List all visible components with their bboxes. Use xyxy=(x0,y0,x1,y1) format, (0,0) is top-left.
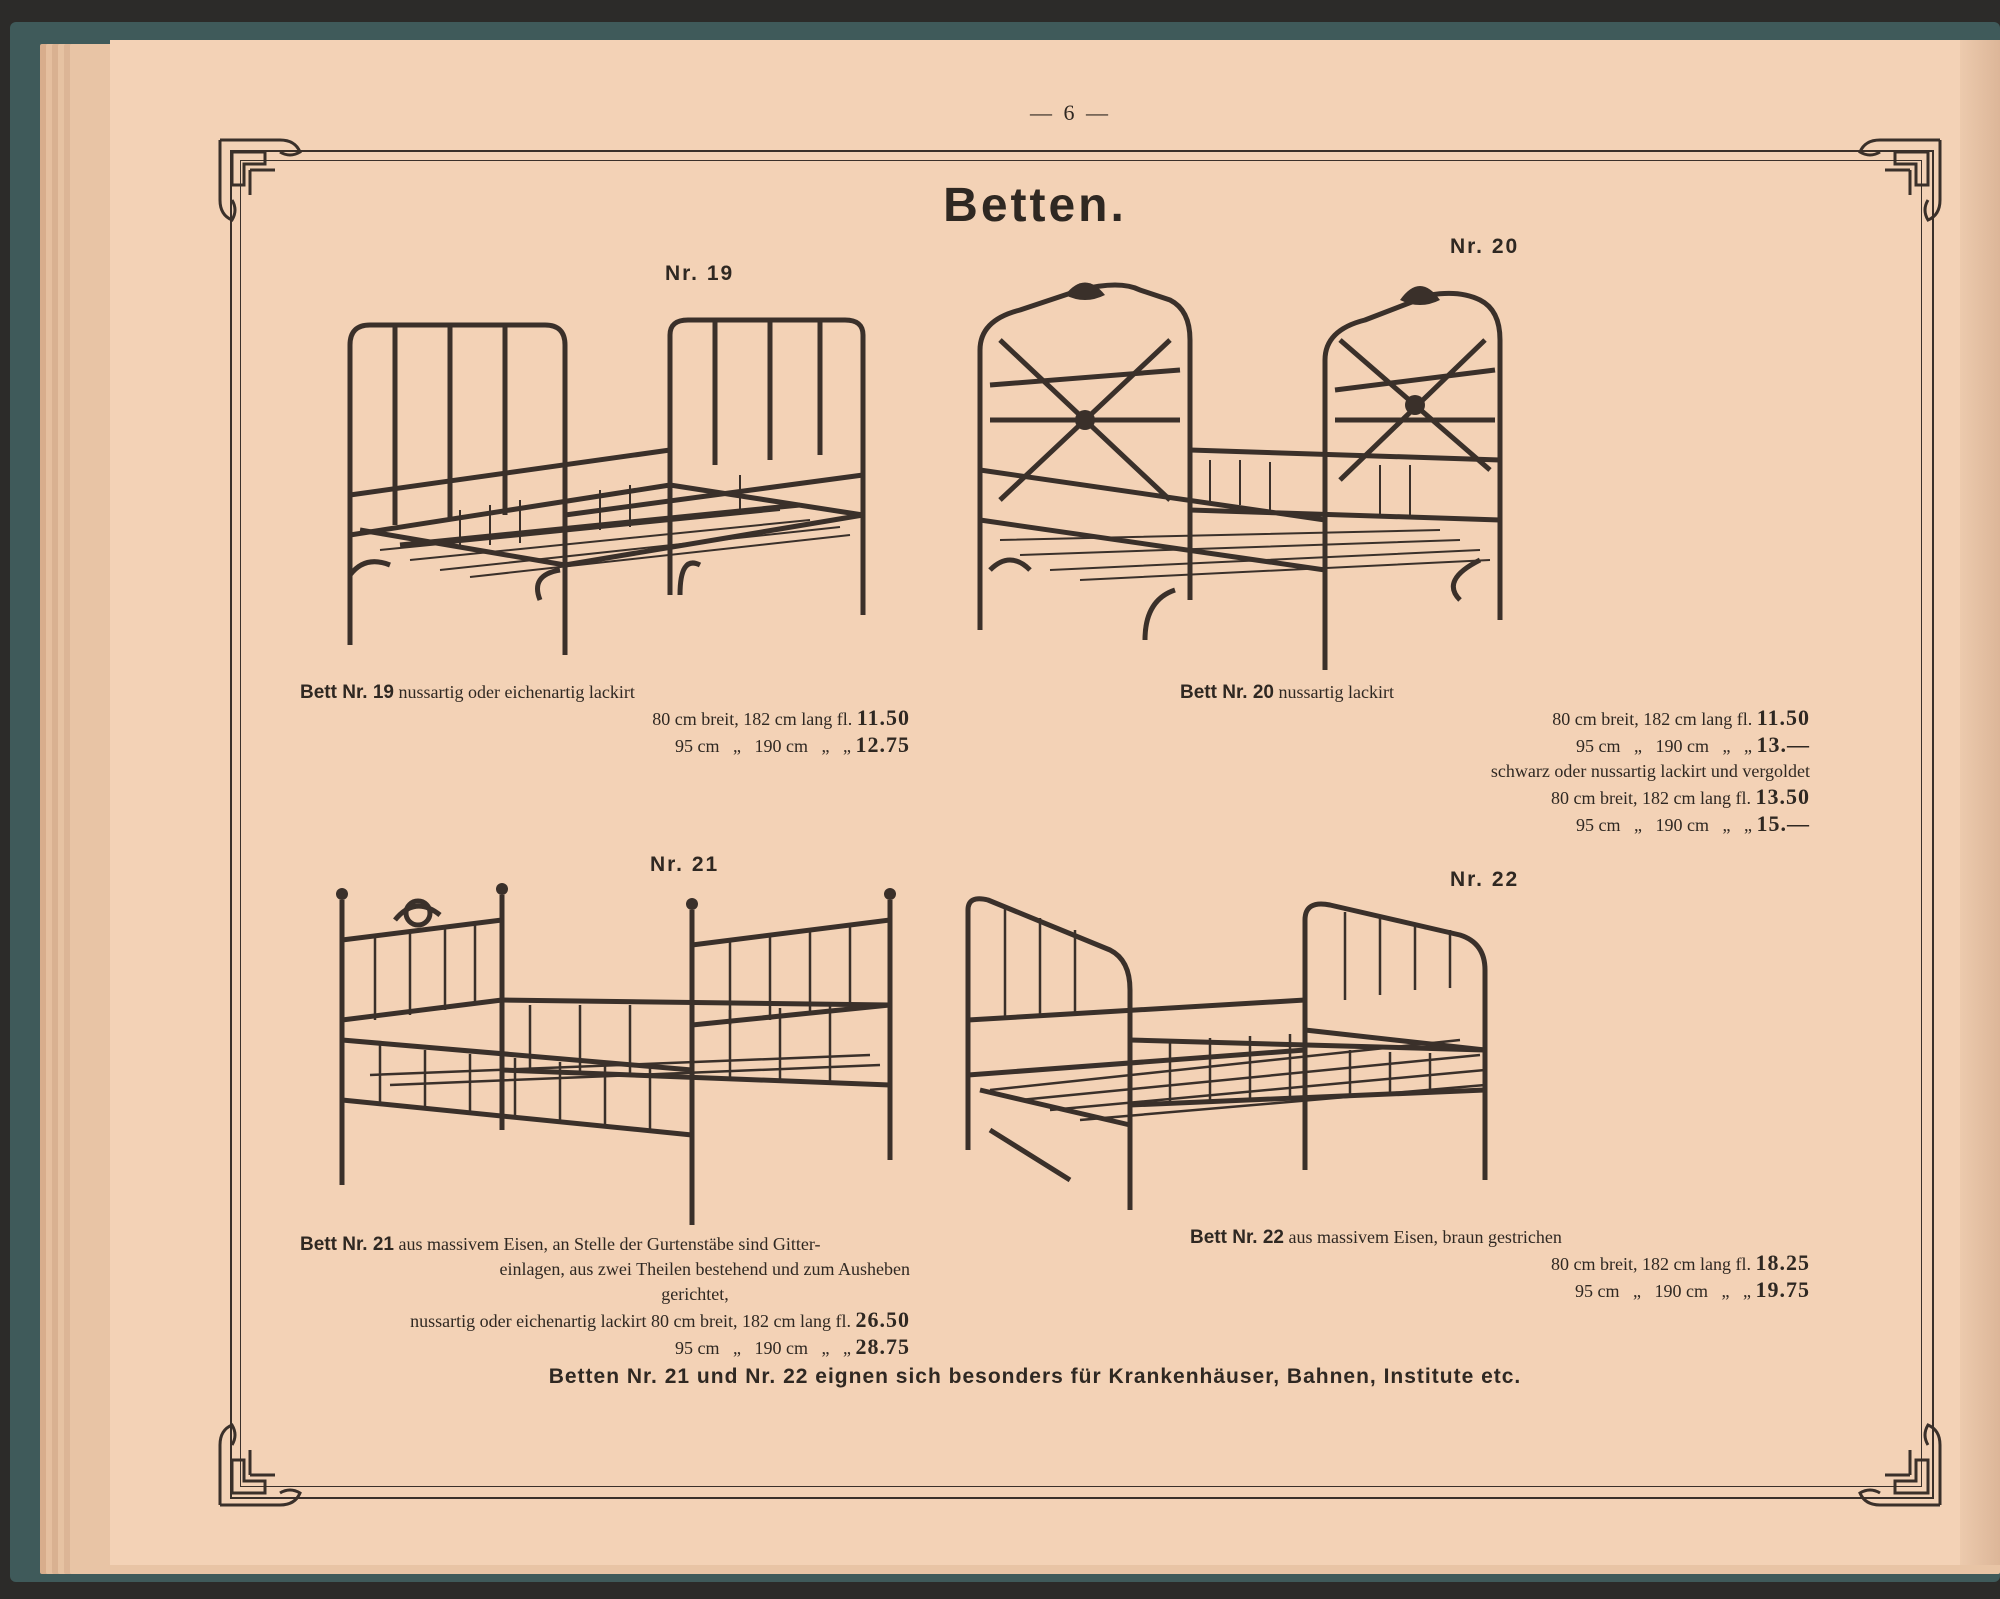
bed-19-row2-size: 95 cm „ 190 cm „ „ xyxy=(675,736,851,756)
bed-21-row1-price: 26.50 xyxy=(855,1307,910,1332)
bed-22-row2-size: 95 cm „ 190 cm „ „ xyxy=(1575,1281,1751,1301)
bed-19-illustration xyxy=(340,315,900,685)
page-footer-note: Betten Nr. 21 und Nr. 22 eignen sich besonders für Krankenhäuser, Bahnen, Institute etc. xyxy=(548,1365,1522,1388)
bed-19-row1-size: 80 cm breit, 182 cm lang fl. xyxy=(652,709,853,729)
ornament-corner-icon xyxy=(210,1375,350,1515)
bed-19-row1-price: 11.50 xyxy=(856,705,910,730)
bed-21-illustration xyxy=(330,880,910,1230)
bed-21-row1-size: nussartig oder eichenartig lackirt 80 cm breit, 182 cm lang fl. xyxy=(410,1311,851,1331)
bed-20-label: Nr. 20 xyxy=(1450,235,1520,258)
bed-19-row1 xyxy=(300,705,910,732)
bed-20-row2 xyxy=(1180,732,1810,759)
page-number: — 6 — xyxy=(1030,100,1111,125)
bed-21-label: Nr. 21 xyxy=(650,853,720,876)
bed-20-row4 xyxy=(1180,811,1810,838)
bed-19-desc: nussartig oder eichenartig lackirt xyxy=(398,682,635,702)
bed-19-label: Nr. 19 xyxy=(665,262,735,285)
bed-20-desc2: schwarz oder nussartig lackirt und vergoldet xyxy=(1490,761,1810,781)
bed-22-row1 xyxy=(1190,1250,1810,1277)
bed-20-row4-size: 95 cm „ 190 cm „ „ xyxy=(1576,815,1752,835)
catalog-page xyxy=(110,40,1960,1565)
bed-20-row3-price: 13.50 xyxy=(1755,784,1810,809)
bed-21-row2-size: 95 cm „ 190 cm „ „ xyxy=(675,1338,851,1358)
bed-21-desc-c: gerichtet, xyxy=(661,1284,729,1304)
ornament-corner-icon xyxy=(1810,1375,1950,1515)
bed-20-row1-price: 11.50 xyxy=(1756,705,1810,730)
bed-19-row2-price: 12.75 xyxy=(855,732,910,757)
bed-21-desc: aus massivem Eisen, an Stelle der Gurtenstäbe sind Gitter- xyxy=(398,1234,821,1254)
bed-20-row2-size: 95 cm „ 190 cm „ „ xyxy=(1576,736,1752,756)
bed-20-desc: nussartig lackirt xyxy=(1278,682,1394,702)
bed-21-desc-b: einlagen, aus zwei Theilen bestehend und zum Ausheben xyxy=(499,1259,910,1279)
bed-19-lead: Bett Nr. 19 xyxy=(300,682,394,703)
bed-20-row2-price: 13.— xyxy=(1756,732,1810,757)
bed-22-lead: Bett Nr. 22 xyxy=(1190,1227,1284,1248)
bed-20-row3 xyxy=(1180,784,1810,811)
bed-22-desc: aus massivem Eisen, braun gestrichen xyxy=(1288,1227,1562,1247)
bed-20-row1-size: 80 cm breit, 182 cm lang fl. xyxy=(1552,709,1753,729)
bed-20-illustration xyxy=(960,270,1540,670)
bed-19-row2 xyxy=(300,732,910,759)
bed-20-row3-size: 80 cm breit, 182 cm lang fl. xyxy=(1551,788,1751,808)
bed-21-row2 xyxy=(300,1334,910,1361)
bed-21-row1 xyxy=(300,1307,910,1334)
bed-20-lead: Bett Nr. 20 xyxy=(1180,682,1274,703)
bed-21-caption xyxy=(300,1232,910,1361)
bed-21-row2-price: 28.75 xyxy=(855,1334,910,1359)
bed-22-caption xyxy=(1190,1225,1810,1304)
bed-21-lead: Bett Nr. 21 xyxy=(300,1234,394,1255)
bed-22-row1-size: 80 cm breit, 182 cm lang fl. xyxy=(1551,1254,1751,1274)
bed-22-label: Nr. 22 xyxy=(1450,868,1520,891)
bed-22-row2-price: 19.75 xyxy=(1755,1277,1810,1302)
bed-22-row2 xyxy=(1190,1277,1810,1304)
bed-22-illustration xyxy=(960,890,1560,1220)
bed-20-row1 xyxy=(1180,705,1810,732)
bed-22-row1-price: 18.25 xyxy=(1755,1250,1810,1275)
page-title: Betten. xyxy=(943,179,1127,232)
bed-20-caption xyxy=(1180,680,1810,838)
bed-19-caption xyxy=(300,680,910,759)
bed-20-row4-price: 15.— xyxy=(1756,811,1810,836)
